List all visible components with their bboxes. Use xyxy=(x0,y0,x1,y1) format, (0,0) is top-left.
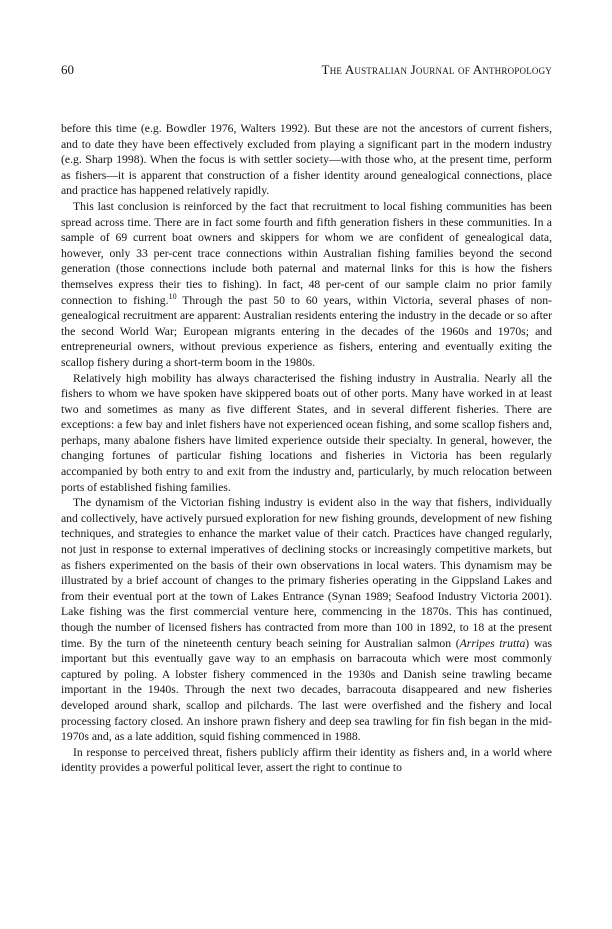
paragraph-3: Relatively high mobility has always characterised the fishing industry in Australia. Nearly all the fishers to whom we have spoken have skippered boats out of other ports. Many have worked in at least two and sometimes as many as five different States, and in several different fisheries. There are exceptions: a few bay and inlet fishers have not experienced ocean fishing, and some scallop fishers and, perhaps, many abalone fishers have limited experience outside their specialty. In general, however, the changing fortunes of particular fishing locations and fisheries in Victoria has been regularly accompanied by both entry to and exit from the industry and, particularly, by much relocation between ports of established fishing families. xyxy=(61,371,552,494)
footnote-ref-10[interactable]: 10 xyxy=(168,291,177,301)
species-name-italic: Arripes trutta xyxy=(459,636,526,650)
body-text xyxy=(61,121,552,776)
paragraph-2 xyxy=(61,199,552,371)
paragraph-5: In response to perceived threat, fishers publicly affirm their identity as fishers and, in a world where identity provides a powerful political lever, assert the right to continue to xyxy=(61,745,552,775)
paragraph-1: before this time (e.g. Bowdler 1976, Walters 1992). But these are not the ancestors of current fishers, and to date they have been effectively excluded from playing a significant part in the modern industry (e.g. Sharp 1998). When the focus is with settler society—with those who, at the present time, perform as fishers—it is apparent that construction of a fisher identity around genealogical connections, place and practice has happened relatively rapidly. xyxy=(61,122,552,198)
paragraph-2-text-a: This last conclusion is reinforced by the fact that recruitment to local fishing communities has been spread across time. There are in fact some fourth and fifth generation fishers in these communities. In a sample of 69 current boat owners and skippers for whom we are confident of genealogical data, however, only 33 per-cent trace connections within Australian fishing families beyond the second generation (those connections include both paternal and maternal links for this is how the fishers themselves express their ties to fishing). In fact, 48 per-cent of our sample claim no prior family connection to fishing. xyxy=(61,199,552,307)
paragraph-4-text-a: The dynamism of the Victorian fishing industry is evident also in the way that fishers, individually and collectively, have actively pursued exploration for new fishing grounds, development of new fishing techniques, and strategies to enhance the market value of their catch. Practices have changed regularly, not just in response to external imperatives of declining stocks or increasingly competitive markets, but as fishers experimented on the basis of their own observations in local waters. This dynamism may be illustrated by a brief account of changes to the primary fisheries operating in the Gippsland Lakes and from their eventual port at the town of Lakes Entrance (Synan 1989; Seafood Industry Victoria 2001). Lake fishing was the first commercial venture here, commencing in the 1870s. This has continued, though the number of licensed fishers has contracted from more than 100 in 1892, to 18 at the present time. By the turn of the nineteenth century beach seining for Australian salmon ( xyxy=(61,496,552,650)
paragraph-2-text-b: Through the past 50 to 60 years, within Victoria, several phases of non-genealogical recruitment are apparent: Australian residents entering the industry in the decade or so after the second World War; European migrants entering in the decades of the 1960s and 1970s; and entrepreneurial owners, without previous experience as fishers, entering and eventually exiting the scallop fishery during a short-term boom in the 1980s. xyxy=(61,293,552,369)
paragraph-4-text-b: ) was important but this eventually gave way to an emphasis on barracouta which were most commonly captured by poling. A lobster fishery commenced in the 1930s and Danish seine trawling became important in the 1940s. Through the next two decades, barracouta disappeared and new fisheries developed around shark, scallop and pilchards. The last were overfished and the fishery and local processing factory closed. An inshore prawn fishery and deep sea trawling for fin fish began in the mid-1970s and, as a late addition, squid fishing commenced in 1988. xyxy=(61,636,552,744)
paragraph-4 xyxy=(61,495,552,745)
running-head xyxy=(61,61,552,79)
journal-title: The Australian Journal of Anthropology xyxy=(321,62,552,77)
page-number: 60 xyxy=(61,62,74,77)
